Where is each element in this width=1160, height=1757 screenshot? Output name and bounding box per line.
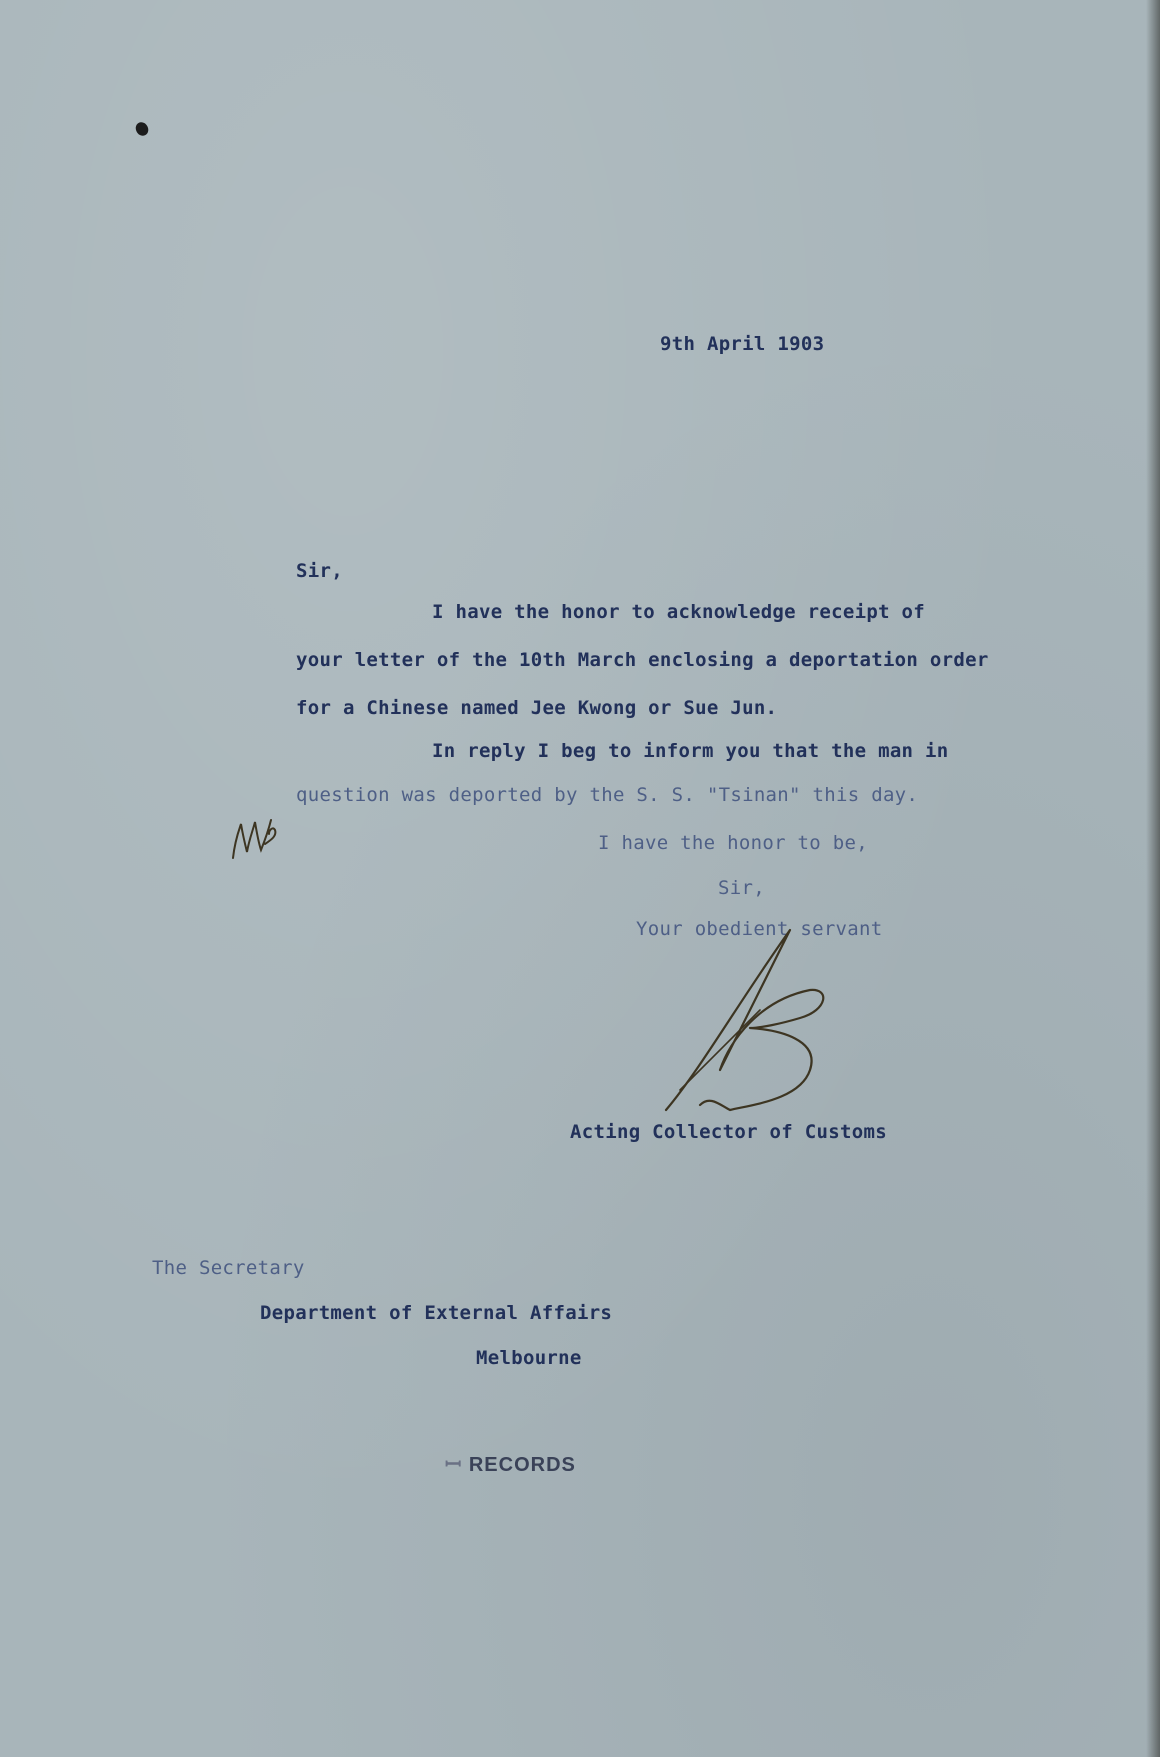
stamp-smudge: ꟷ [445,1454,469,1476]
body-line-1: I have the honor to acknowledge receipt of [432,601,926,623]
closing-line-3: Your obedient servant [636,918,883,940]
signature-title: Acting Collector of Customs [570,1121,887,1143]
body-line-3: for a Chinese named Jee Kwong or Sue Jun. [296,697,778,719]
salutation: Sir, [296,560,343,582]
body-line-2: your letter of the 10th March enclosing a deportation order [296,649,989,671]
addressee-line-3: Melbourne [476,1347,582,1369]
page-edge-shadow [1146,0,1160,1757]
body-line-5: question was deported by the S. S. "Tsinan" this day. [296,784,919,806]
handwritten-signature [660,920,860,1120]
closing-line-2: Sir, [718,877,765,899]
addressee-line-1: The Secretary [152,1257,305,1279]
stamp-text: RECORDS [468,1454,576,1476]
letter-date: 9th April 1903 [660,333,825,355]
records-stamp [445,1450,576,1477]
body-line-4: In reply I beg to inform you that the man in [432,740,949,762]
handwritten-initials [225,800,285,870]
closing-line-1: I have the honor to be, [598,832,868,854]
addressee-line-2: Department of External Affairs [260,1302,613,1324]
ink-speck [133,120,150,138]
